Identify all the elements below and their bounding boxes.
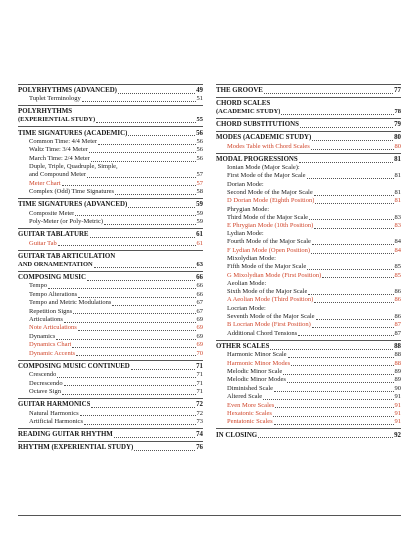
toc-entry-title: CHORD SUBSTITUTIONS: [216, 121, 299, 129]
toc-entry-title: Additional Chord Tensions: [227, 329, 298, 337]
toc-page-number: 83: [394, 221, 401, 229]
toc-entry-e-phrygian-mode-10th-position[interactable]: [216, 222, 401, 230]
dot-leader: [314, 302, 393, 303]
toc-entry-title-line1: Duple, Triple, Quadruple, Simple,: [29, 163, 118, 171]
toc-right-column: [216, 82, 401, 440]
toc-entry-melodic-minor-modes[interactable]: [216, 376, 401, 384]
dot-leader: [91, 161, 196, 162]
dot-leader: [58, 245, 196, 246]
dot-leader: [298, 335, 393, 336]
toc-entry-title: Modes Table with Chord Scales: [227, 142, 310, 150]
toc-entry-title: Altered Scale: [227, 393, 263, 401]
toc-entry-title: AND ORNAMENTATION: [18, 260, 93, 268]
dot-leader: [287, 382, 394, 383]
toc-entry-hexatonic-scales[interactable]: [216, 410, 401, 418]
toc-page-number: 69: [196, 341, 203, 349]
toc-page-number: 77: [394, 86, 401, 94]
toc-entry-group: [216, 280, 401, 296]
toc-page-number: 70: [196, 349, 203, 357]
toc-entry-title: Poly-Meter (or Poly-Metric): [29, 218, 104, 225]
toc-page-number: 71: [196, 379, 203, 387]
toc-entry-title: Second Mode of the Major Scale: [227, 188, 313, 196]
toc-page-number: 56: [196, 146, 203, 154]
toc-entry-time-signatures-advanced[interactable]: [18, 198, 203, 210]
toc-entry-note-articulations[interactable]: [18, 324, 203, 332]
toc-entry-title: IN CLOSING: [216, 431, 258, 439]
toc-entry-title: TIME SIGNATURES (ADVANCED): [18, 201, 128, 209]
toc-entry-academic-study[interactable]: [216, 108, 401, 116]
toc-entry-diminished-scale[interactable]: [216, 385, 401, 393]
toc-page-number: 81: [394, 155, 401, 163]
toc-entry-dynamic-accents[interactable]: [18, 350, 203, 358]
dot-leader: [311, 253, 393, 254]
toc-page-number: 61: [196, 231, 203, 239]
dot-leader: [309, 219, 393, 220]
toc-entry-decrescendo[interactable]: [18, 380, 203, 388]
toc-entry-title: (ACADEMIC STUDY): [216, 107, 281, 115]
toc-page-number: 57: [196, 171, 203, 179]
toc-entry-melodic-minor-scale[interactable]: [216, 368, 401, 376]
toc-entry-title: Third Mode of the Major Scale: [227, 213, 309, 221]
dot-leader: [264, 93, 393, 94]
toc-entry-title: Harmonic Minor Modes: [227, 359, 291, 367]
dot-leader: [308, 294, 393, 295]
toc-entry-tuplet-terminology[interactable]: [18, 95, 203, 103]
toc-page-number: 56: [196, 137, 203, 145]
toc-page-number: 92: [394, 431, 401, 439]
toc-page-number: 91: [394, 393, 401, 401]
toc-page-number: 72: [196, 409, 203, 417]
toc-entry-title: Dynamics: [29, 332, 56, 340]
dot-leader: [80, 415, 196, 416]
dot-leader: [56, 339, 195, 340]
toc-entry-title: Tempo: [29, 282, 47, 290]
toc-entry-composing-music-continued[interactable]: [18, 360, 203, 372]
dot-leader: [78, 297, 195, 298]
dot-leader: [87, 177, 195, 178]
dot-leader: [281, 114, 393, 115]
toc-entry-modal-progressions[interactable]: [216, 153, 401, 165]
dot-leader: [275, 407, 393, 408]
toc-entry-title-line1: Phrygian Mode:: [227, 205, 270, 213]
toc-entry-fifth-mode-of-the-major-scale[interactable]: [227, 263, 401, 271]
toc-entry-articulations[interactable]: [18, 316, 203, 324]
dot-leader: [87, 280, 195, 281]
toc-entry-meter-chart[interactable]: [18, 180, 203, 188]
bottom-divider: [18, 515, 401, 516]
toc-entry-title: Octave Sign: [29, 388, 61, 396]
toc-entry-dynamics-chart[interactable]: [18, 341, 203, 349]
toc-entry-title-line1: Ionian Mode (Major Scale):: [227, 164, 300, 172]
toc-page-number: 59: [196, 218, 203, 225]
dot-leader: [128, 207, 195, 208]
dot-leader: [76, 355, 195, 356]
dot-leader: [78, 330, 196, 331]
toc-entry-title: Melodic Minor Modes: [227, 376, 286, 384]
toc-entry-title: Tuplet Terminology: [29, 95, 81, 103]
toc-entry-title: Guitar Tab: [29, 239, 57, 247]
toc-entry-title: Note Articulations: [29, 324, 77, 332]
toc-entry-title: Even More Scales: [227, 401, 275, 409]
toc-page-number: 86: [394, 312, 401, 320]
toc-entry-title: Fifth Mode of the Major Scale: [227, 263, 307, 271]
toc-page-number: 81: [394, 197, 401, 205]
toc-entry-title: F Lydian Mode (Open Position): [227, 246, 311, 254]
toc-page-number: 59: [196, 201, 203, 209]
dot-leader: [75, 215, 195, 216]
toc-page-number: 91: [394, 418, 401, 426]
toc-entry-poly-meter-or-poly-metric[interactable]: [18, 218, 203, 226]
toc-page-number: 66: [196, 273, 203, 281]
toc-entry-a-aeolian-mode-third-position[interactable]: [216, 296, 401, 304]
dot-leader: [90, 237, 196, 238]
toc-entry-title-line1: Lydian Mode:: [227, 230, 264, 238]
toc-entry-group: [216, 97, 401, 117]
toc-entry-additional-chord-tensions[interactable]: [216, 330, 401, 338]
dot-leader: [64, 322, 196, 323]
toc-page-number: 51: [196, 95, 203, 103]
toc-entry-harmonic-minor-modes[interactable]: [216, 360, 401, 368]
toc-entry-tempo-alterations[interactable]: [18, 291, 203, 299]
toc-entry-time-signatures-academic[interactable]: [18, 126, 203, 138]
dot-leader: [299, 162, 393, 163]
toc-entry-title: Complex (Odd) Time Signatures: [29, 188, 115, 195]
toc-page-number: 63: [196, 260, 203, 268]
toc-entry-title-line1: Mixolydian Mode:: [227, 255, 276, 263]
dot-leader: [312, 244, 394, 245]
toc-page-number: 69: [196, 324, 203, 332]
toc-entry-title: Articulations: [29, 316, 63, 323]
toc-page-number: 85: [394, 263, 401, 271]
toc-entry-title: TIME SIGNATURES (ACADEMIC): [18, 129, 128, 137]
dot-leader: [291, 365, 393, 366]
toc-page-number: 56: [196, 154, 203, 162]
toc-page-number: 85: [394, 271, 401, 279]
toc-page-number: 87: [394, 321, 401, 329]
toc-page-number: 58: [196, 188, 203, 195]
toc-entry-title: A Aeolian Mode (Third Position): [227, 296, 314, 304]
toc-entry-title: READING GUITAR RHYTHM: [18, 431, 113, 439]
toc-entry-modes-academic-study[interactable]: [216, 131, 401, 143]
toc-entry-title: COMPOSING MUSIC: [18, 273, 86, 281]
toc-entry-title-line1: Dorian Mode:: [227, 180, 264, 188]
dot-leader: [314, 195, 394, 196]
toc-entry-title: Dynamic Accents: [29, 349, 76, 357]
toc-entry-composing-music[interactable]: [18, 271, 203, 283]
toc-page-number: 69: [196, 332, 203, 340]
dot-leader: [112, 305, 195, 306]
toc-entry-tempo-and-metric-modulations[interactable]: [18, 299, 203, 307]
toc-page-number: 72: [196, 401, 203, 409]
toc-entry-reading-guitar-rhythm[interactable]: [18, 428, 203, 440]
dot-leader: [104, 224, 195, 225]
toc-entry-g-mixolydian-mode-first-position[interactable]: [216, 272, 401, 280]
toc-entry-title: G Mixolydian Mode (First Position): [227, 271, 322, 279]
toc-entry-group: [216, 255, 401, 271]
toc-entry-title: Fourth Mode of the Major Scale: [227, 238, 311, 246]
dot-leader: [134, 450, 195, 451]
toc-entry-sixth-mode-of-the-major-scale[interactable]: [227, 288, 401, 296]
toc-entry-title: MODES (ACADEMIC STUDY): [216, 134, 312, 142]
dot-leader: [57, 377, 195, 378]
toc-page-number: 89: [394, 376, 401, 384]
toc-entry-group: [216, 230, 401, 246]
toc-entry-title: Pentatonic Scales: [227, 418, 273, 426]
dot-leader: [263, 399, 393, 400]
toc-entry-waltz-time-3-4-meter[interactable]: [18, 146, 203, 154]
dot-leader: [84, 424, 196, 425]
toc-entry-harmonic-minor-scale[interactable]: [216, 351, 401, 359]
toc-entry-rhythm-experiential-study[interactable]: [18, 441, 203, 453]
toc-page-number: 66: [196, 282, 203, 290]
toc-page-number: 59: [196, 209, 203, 217]
toc-entry-f-lydian-mode-open-position[interactable]: [216, 247, 401, 255]
dot-leader: [96, 122, 195, 123]
toc-entry-title: Diminished Scale: [227, 384, 274, 392]
toc-entry-chord-substitutions[interactable]: [216, 118, 401, 130]
dot-leader: [322, 277, 393, 278]
dot-leader: [311, 149, 394, 150]
dot-leader: [312, 327, 394, 328]
toc-entry-altered-scale[interactable]: [216, 393, 401, 401]
toc-page-number: 86: [394, 288, 401, 295]
dot-leader: [89, 152, 196, 153]
toc-page-number: 56: [196, 129, 203, 137]
toc-entry-title: Crescendo: [29, 371, 57, 379]
toc-page-number: 55: [196, 116, 203, 124]
toc-page-number: 69: [196, 316, 203, 323]
dot-leader: [312, 140, 393, 141]
toc-page-number: 86: [394, 296, 401, 304]
dot-leader: [73, 313, 195, 314]
toc-entry-group: [18, 163, 203, 179]
dot-leader: [307, 269, 393, 270]
toc-entry-title: MODAL PROGRESSIONS: [216, 155, 298, 163]
dot-leader: [114, 437, 195, 438]
toc-page-number: 76: [196, 444, 203, 452]
toc-page-number: 91: [394, 410, 401, 418]
toc-page-number: 88: [394, 342, 401, 350]
toc-entry-repetition-signs[interactable]: [18, 308, 203, 316]
toc-page-number: 81: [394, 188, 401, 196]
toc-page-number: 67: [196, 299, 203, 307]
toc-entry-title: Seventh Mode of the Major Scale: [227, 312, 315, 320]
toc-left-column: [18, 82, 203, 453]
toc-page-number: 71: [196, 371, 203, 379]
toc-entry-first-mode-of-the-major-scale[interactable]: [227, 172, 401, 180]
toc-entry-title: Decrescendo: [29, 379, 63, 387]
toc-entry-crescendo[interactable]: [18, 371, 203, 379]
toc-entry-composite-meter[interactable]: [18, 210, 203, 218]
dot-leader: [273, 416, 394, 417]
toc-entry-march-time-2-4-meter[interactable]: [18, 155, 203, 163]
toc-entry-title-line1: Locrian Mode:: [227, 304, 266, 312]
dot-leader: [48, 288, 196, 289]
toc-entry-title: Sixth Mode of the Major Scale: [227, 288, 308, 295]
toc-entry-guitar-tab[interactable]: [18, 240, 203, 248]
dot-leader: [118, 93, 195, 94]
toc-page-number: 83: [394, 213, 401, 221]
toc-page-number: 71: [196, 362, 203, 370]
toc-page-number: 88: [394, 359, 401, 367]
toc-entry-title-line1: POLYRHYTHMS: [18, 108, 73, 116]
toc-entry-title: Dynamics Chart: [29, 341, 72, 349]
toc-page-number: 67: [196, 307, 203, 315]
dot-leader: [94, 267, 196, 268]
toc-entry-title: Tempo Alterations: [29, 290, 78, 298]
toc-entry-title: Tempo and Metric Modulations: [29, 299, 112, 307]
toc-entry-guitar-tablature[interactable]: [18, 228, 203, 240]
dot-leader: [270, 349, 393, 350]
toc-entry-b-locrian-mode-first-position[interactable]: [216, 321, 401, 329]
toc-entry-title: First Mode of the Major Scale: [227, 172, 306, 180]
toc-page-number: 49: [196, 86, 203, 94]
toc-entry-title: Hexatonic Scales: [227, 410, 272, 418]
dot-leader: [82, 101, 196, 102]
toc-entry-title: Repetition Signs: [29, 307, 73, 315]
dot-leader: [62, 185, 196, 186]
toc-entry-title: E Phrygian Mode (10th Position): [227, 221, 314, 229]
toc-page-number: 91: [394, 401, 401, 409]
toc-entry-polyrhythms-advanced[interactable]: [18, 84, 203, 96]
dot-leader: [62, 394, 196, 395]
toc-entry-title: B Locrian Mode (First Position): [227, 321, 311, 329]
toc-entry-title: Natural Harmonics: [29, 409, 79, 417]
toc-entry-third-mode-of-the-major-scale[interactable]: [227, 214, 401, 222]
toc-page-number: 61: [196, 239, 203, 247]
dot-leader: [274, 424, 394, 425]
toc-entry-second-mode-of-the-major-scale[interactable]: [227, 189, 401, 197]
toc-page-number: 88: [394, 351, 401, 359]
toc-entry-fourth-mode-of-the-major-scale[interactable]: [227, 238, 401, 246]
toc-page-number: 79: [394, 121, 401, 129]
toc-entry-modes-table-with-chord-scales[interactable]: [216, 143, 401, 151]
dot-leader: [98, 144, 195, 145]
dot-leader: [131, 369, 195, 370]
toc-entry-title: THE GROOVE: [216, 86, 263, 94]
toc-entry-group: [216, 164, 401, 180]
toc-entry-group: [216, 181, 401, 197]
toc-page-number: 66: [196, 290, 203, 298]
toc-page-number: 89: [394, 368, 401, 376]
toc-page-number: 71: [196, 388, 203, 396]
toc-entry-title: RHYTHM (EXPERIENTIAL STUDY): [18, 444, 134, 452]
dot-leader: [316, 319, 394, 320]
dot-leader: [91, 407, 195, 408]
toc-entry-tempo[interactable]: [18, 282, 203, 290]
toc-entry-group: [216, 305, 401, 321]
dot-leader: [300, 127, 393, 128]
toc-entry-dynamics[interactable]: [18, 333, 203, 341]
toc-entry-title-line1: CHORD SCALES: [216, 99, 271, 107]
toc-entry-in-closing[interactable]: [216, 428, 401, 440]
toc-entry-title: Artificial Harmonics: [29, 418, 83, 426]
toc-entry-experiential-study[interactable]: [18, 116, 203, 124]
toc-entry-title: Waltz Time: 3/4 Meter: [29, 146, 88, 154]
dot-leader: [72, 347, 195, 348]
toc-entry-and-ornamentation[interactable]: [18, 261, 203, 269]
toc-page-number: 73: [196, 418, 203, 426]
toc-page-number: 80: [394, 142, 401, 150]
toc-entry-guitar-harmonics[interactable]: [18, 398, 203, 410]
toc-entry-title: POLYRHYTHMS (ADVANCED): [18, 86, 117, 94]
dot-leader: [283, 374, 393, 375]
dot-leader: [307, 178, 394, 179]
toc-entry-the-groove[interactable]: [216, 84, 401, 96]
dot-leader: [314, 228, 393, 229]
toc-entry-pentatonic-scales[interactable]: [216, 418, 401, 426]
toc-entry-title: Common Time: 4/4 Meter: [29, 137, 98, 145]
toc-page-number: 80: [394, 134, 401, 142]
toc-entry-common-time-4-4-meter[interactable]: [18, 138, 203, 146]
toc-page-number: 74: [196, 431, 203, 439]
dot-leader: [258, 437, 393, 438]
toc-entry-and-compound-meter[interactable]: [29, 171, 203, 179]
toc-entry-title: and Compound Meter: [29, 171, 87, 179]
toc-page-number: 84: [394, 238, 401, 246]
toc-entry-title: Melodic Minor Scale: [227, 368, 283, 376]
dot-leader: [288, 357, 394, 358]
toc-entry-complex-odd-time-signatures[interactable]: [18, 188, 203, 196]
toc-entry-group: [216, 206, 401, 222]
toc-entry-title: D Dorian Mode (Eighth Position): [227, 197, 315, 205]
toc-entry-title: Harmonic Minor Scale: [227, 351, 287, 359]
toc-entry-title: Composite Meter: [29, 209, 75, 217]
toc-entry-title: Meter Chart: [29, 179, 61, 187]
toc-entry-title-line1: GUITAR TAB ARTICULATION: [18, 252, 116, 260]
toc-page-number: 87: [394, 329, 401, 337]
dot-leader: [64, 385, 196, 386]
toc-entry-even-more-scales[interactable]: [216, 402, 401, 410]
dot-leader: [128, 135, 195, 136]
toc-entry-seventh-mode-of-the-major-scale[interactable]: [227, 313, 401, 321]
toc-entry-title: (EXPERIENTIAL STUDY): [18, 116, 96, 124]
toc-entry-d-dorian-mode-eighth-position[interactable]: [216, 197, 401, 205]
dot-leader: [315, 203, 393, 204]
toc-entry-group: [18, 105, 203, 125]
toc-entry-title: OTHER SCALES: [216, 342, 270, 350]
toc-entry-title-line1: Aeolian Mode:: [227, 280, 267, 287]
dot-leader: [274, 391, 393, 392]
toc-entry-title: GUITAR TABLATURE: [18, 231, 89, 239]
toc-page-number: 84: [394, 246, 401, 254]
toc-entry-natural-harmonics[interactable]: [18, 410, 203, 418]
toc-entry-group: [18, 250, 203, 270]
toc-entry-artificial-harmonics[interactable]: [18, 418, 203, 426]
toc-entry-other-scales[interactable]: [216, 340, 401, 352]
toc-entry-title: COMPOSING MUSIC CONTINUED: [18, 362, 130, 370]
toc-entry-title: March Time: 2/4 Meter: [29, 154, 90, 162]
toc-page-number: 81: [394, 172, 401, 180]
dot-leader: [115, 194, 195, 195]
toc-entry-title: GUITAR HARMONICS: [18, 401, 91, 409]
toc-page-number: 90: [394, 384, 401, 392]
toc-entry-octave-sign[interactable]: [18, 388, 203, 396]
toc-page-number: 57: [196, 179, 203, 187]
toc-page-number: 78: [394, 107, 401, 115]
